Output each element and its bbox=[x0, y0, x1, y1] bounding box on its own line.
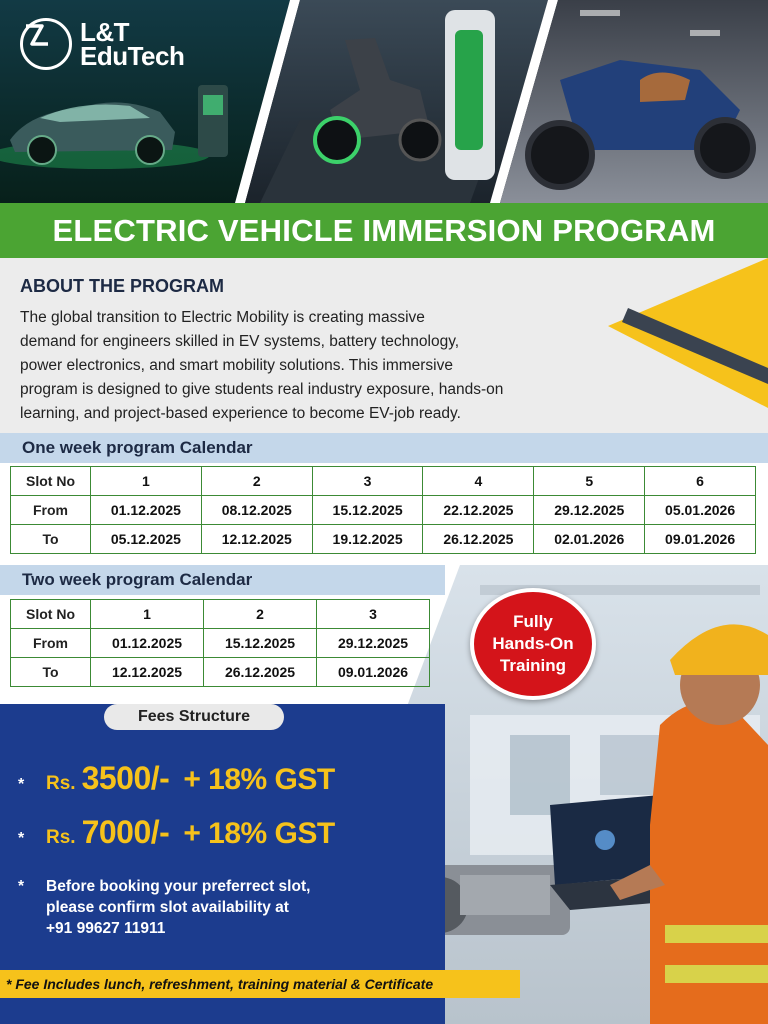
table-cell: 2 bbox=[201, 467, 312, 496]
table-cell: 3 bbox=[317, 600, 430, 629]
two-week-calendar-table bbox=[10, 599, 430, 687]
table-row bbox=[11, 629, 430, 658]
table-cell: 29.12.2025 bbox=[534, 496, 645, 525]
table-cell: 15.12.2025 bbox=[204, 629, 317, 658]
fee-item bbox=[18, 760, 335, 797]
about-line: program is designed to give students real industry exposure, hands-on bbox=[20, 381, 504, 398]
table-cell: 08.12.2025 bbox=[201, 496, 312, 525]
table-cell: 09.01.2026 bbox=[645, 525, 756, 554]
table-cell: 5 bbox=[534, 467, 645, 496]
hands-on-training-badge bbox=[470, 588, 596, 700]
about-line: The global transition to Electric Mobility is creating massive bbox=[20, 309, 425, 326]
table-cell: 26.12.2025 bbox=[204, 658, 317, 687]
fee-currency: Rs. bbox=[46, 827, 76, 848]
fee-item bbox=[18, 814, 335, 851]
about-line: power electronics, and smart mobility solutions. This immersive bbox=[20, 357, 454, 374]
from-label: From bbox=[11, 496, 91, 525]
fees-heading-pill bbox=[104, 704, 284, 730]
table-cell: 19.12.2025 bbox=[312, 525, 423, 554]
table-cell: 29.12.2025 bbox=[317, 629, 430, 658]
fee-currency: Rs. bbox=[46, 773, 76, 794]
table-row bbox=[11, 658, 430, 687]
badge-line1: Fully bbox=[513, 612, 553, 631]
table-cell: 12.12.2025 bbox=[91, 658, 204, 687]
badge-line3: Training bbox=[499, 656, 567, 675]
fee-amount: 3500/- bbox=[81, 760, 170, 796]
table-cell: 02.01.2026 bbox=[534, 525, 645, 554]
table-cell: 4 bbox=[423, 467, 534, 496]
about-line: demand for engineers skilled in EV systems, battery technology, bbox=[20, 333, 460, 350]
about-line: learning, and project-based experience to become EV-job ready. bbox=[20, 405, 461, 422]
table-row bbox=[11, 600, 430, 629]
two-week-calendar-header bbox=[0, 565, 445, 595]
one-week-calendar-header bbox=[0, 433, 768, 463]
note-line: please confirm slot availability at bbox=[46, 899, 289, 916]
to-label: To bbox=[11, 658, 91, 687]
badge-line2: Hands-On bbox=[492, 634, 574, 653]
table-cell: 2 bbox=[204, 600, 317, 629]
booking-note bbox=[18, 876, 310, 939]
fee-footnote: * Fee Includes lunch, refreshment, training material & Certificate bbox=[6, 976, 434, 992]
table-cell: 22.12.2025 bbox=[423, 496, 534, 525]
to-label: To bbox=[11, 525, 91, 554]
fees-heading: Fees Structure bbox=[137, 708, 251, 725]
table-cell: 01.12.2025 bbox=[91, 496, 202, 525]
brand-line2: EduTech bbox=[80, 41, 185, 71]
about-text bbox=[20, 306, 620, 426]
two-week-heading: Two week program Calendar bbox=[22, 570, 253, 589]
slot-label: Slot No bbox=[11, 467, 91, 496]
one-week-calendar-table bbox=[10, 466, 756, 554]
hero-banner bbox=[0, 0, 768, 203]
table-cell: 15.12.2025 bbox=[312, 496, 423, 525]
bullet-star-icon: * bbox=[18, 878, 25, 895]
bullet-star-icon: * bbox=[18, 776, 25, 793]
about-section bbox=[0, 258, 768, 433]
lt-emblem-icon bbox=[20, 18, 72, 70]
table-cell: 1 bbox=[91, 600, 204, 629]
slot-label: Slot No bbox=[11, 600, 91, 629]
brand-logo bbox=[20, 18, 184, 70]
table-row bbox=[11, 525, 756, 554]
fee-amount: 7000/- bbox=[81, 814, 170, 850]
table-cell: 3 bbox=[312, 467, 423, 496]
table-cell: 05.12.2025 bbox=[91, 525, 202, 554]
note-line: Before booking your preferrect slot, bbox=[46, 878, 311, 895]
table-cell: 01.12.2025 bbox=[91, 629, 204, 658]
brand-line1: L&T bbox=[80, 17, 130, 47]
one-week-heading: One week program Calendar bbox=[22, 438, 253, 457]
fee-footnote-bar bbox=[0, 970, 520, 998]
table-row bbox=[11, 496, 756, 525]
about-heading: ABOUT THE PROGRAM bbox=[20, 276, 224, 296]
fee-gst: + 18% GST bbox=[183, 817, 335, 850]
table-cell: 12.12.2025 bbox=[201, 525, 312, 554]
bullet-star-icon: * bbox=[18, 830, 25, 847]
table-cell: 09.01.2026 bbox=[317, 658, 430, 687]
contact-phone[interactable]: +91 99627 11911 bbox=[46, 920, 166, 937]
decorative-chevron-icon bbox=[608, 258, 768, 433]
program-title-bar bbox=[0, 203, 768, 258]
program-title: ELECTRIC VEHICLE IMMERSION PROGRAM bbox=[52, 212, 716, 248]
table-row bbox=[11, 467, 756, 496]
table-cell: 1 bbox=[91, 467, 202, 496]
table-cell: 05.01.2026 bbox=[645, 496, 756, 525]
fee-gst: + 18% GST bbox=[183, 763, 335, 796]
table-cell: 26.12.2025 bbox=[423, 525, 534, 554]
from-label: From bbox=[11, 629, 91, 658]
table-cell: 6 bbox=[645, 467, 756, 496]
